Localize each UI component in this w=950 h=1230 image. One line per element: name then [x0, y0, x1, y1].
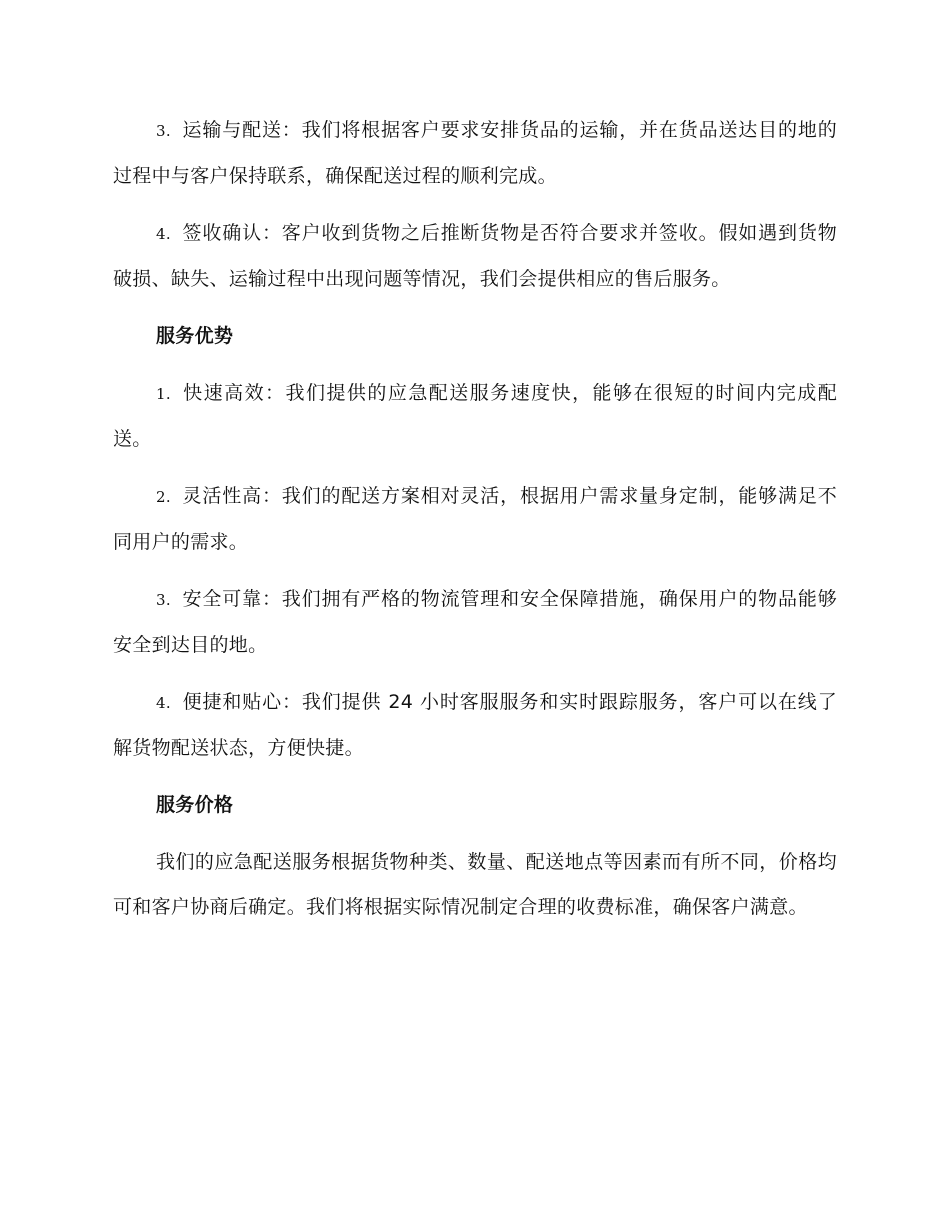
list-item: [113, 577, 837, 668]
list-number: 1.: [156, 385, 171, 403]
list-item: [113, 108, 837, 199]
list-item: [113, 371, 837, 462]
list-text: 安全可靠：我们拥有严格的物流管理和安全保障措施，确保用户的物品能够安全到达目的地。: [113, 588, 837, 656]
list-number: 2.: [156, 488, 171, 506]
list-number: 3.: [156, 122, 171, 140]
list-text: 快速高效：我们提供的应急配送服务速度快，能够在很短的时间内完成配送。: [113, 382, 837, 450]
section-heading-advantages: 服务优势: [156, 325, 234, 347]
price-paragraph: 我们的应急配送服务根据货物种类、数量、配送地点等因素而有所不同，价格均可和客户协商后确定。我们将根据实际情况制定合理的收费标准，确保客户满意。: [113, 851, 837, 918]
section-heading-price: 服务价格: [156, 794, 234, 816]
list-number: 3.: [156, 591, 171, 609]
list-number: 4.: [156, 225, 171, 243]
list-text: 灵活性高：我们的配送方案相对灵活，根据用户需求量身定制，能够满足不同用户的需求。: [113, 485, 837, 553]
document-body: [113, 108, 837, 942]
list-item: [113, 680, 837, 771]
list-item: [113, 474, 837, 565]
list-text: 便捷和贴心：我们提供 24 小时客服服务和实时跟踪服务，客户可以在线了解货物配送状态，方便快捷。: [113, 691, 837, 759]
list-item: [113, 211, 837, 302]
list-text: 运输与配送：我们将根据客户要求安排货品的运输，并在货品送达目的地的过程中与客户保持联系，确保配送过程的顺利完成。: [113, 119, 837, 187]
list-number: 4.: [156, 694, 171, 712]
list-text: 签收确认：客户收到货物之后推断货物是否符合要求并签收。假如遇到货物破损、缺失、运输过程中出现问题等情况，我们会提供相应的售后服务。: [113, 222, 837, 290]
